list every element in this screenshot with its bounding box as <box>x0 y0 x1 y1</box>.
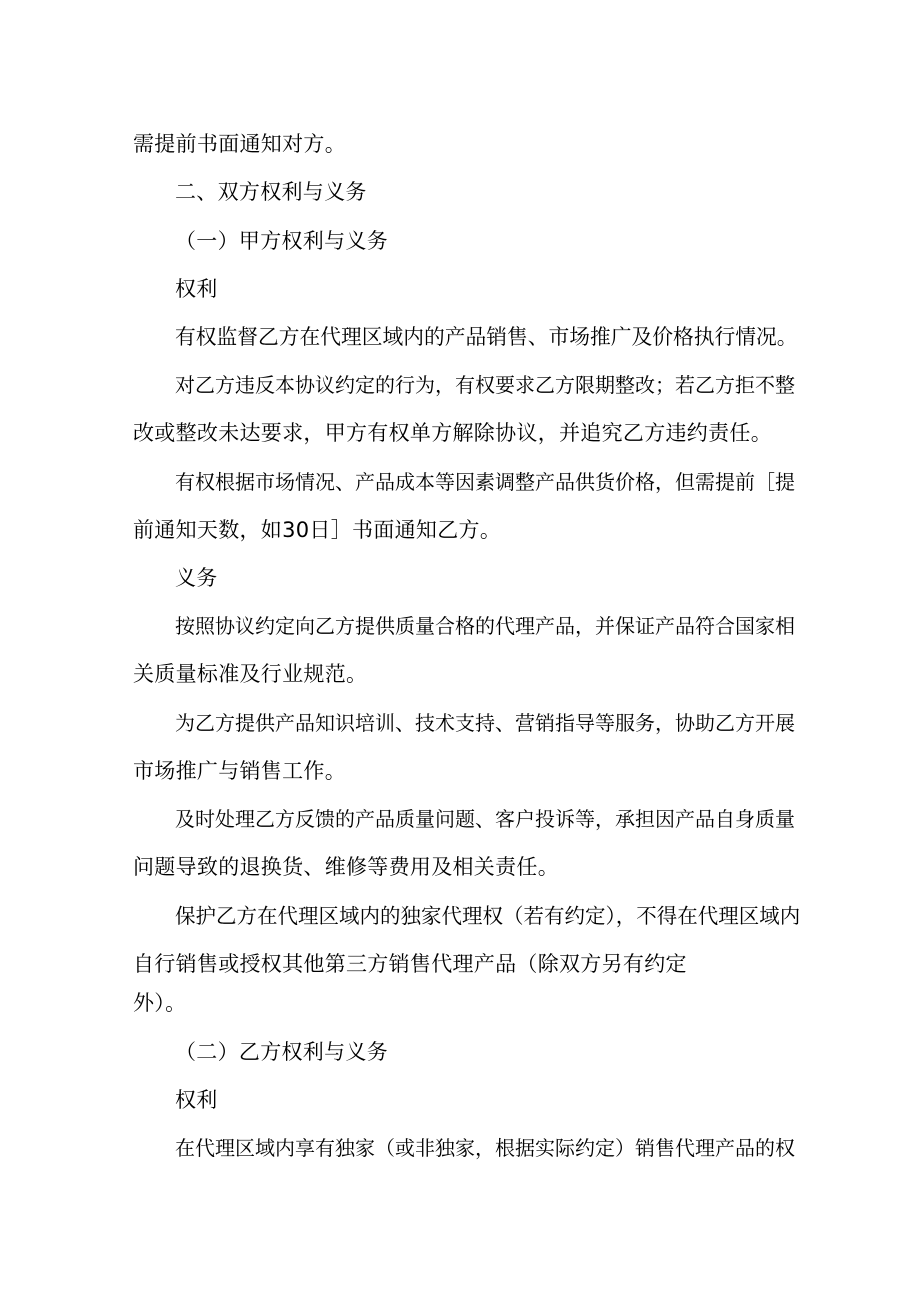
paragraph-line: 有权根据市场情况、产品成本等因素调整产品供货价格，但需提前［提 <box>175 470 795 494</box>
paragraph-line: 问题导致的退换货、维修等费用及相关责任。 <box>133 855 559 879</box>
paragraph-line: 市场推广与销售工作。 <box>133 759 346 783</box>
paragraph-line: 外）。 <box>133 991 187 1015</box>
paragraph-line: 及时处理乙方反馈的产品质量问题、客户投诉等，承担因产品自身质量 <box>175 807 795 831</box>
paragraph-line: 为乙方提供产品知识培训、技术支持、营销指导等服务，协助乙方开展 <box>175 711 795 735</box>
paragraph-line: 有权监督乙方在代理区域内的产品销售、市场推广及价格执行情况。 <box>175 325 798 349</box>
paragraph-line: 保护乙方在代理区域内的独家代理权（若有约定），不得在代理区域内 <box>175 904 801 928</box>
paragraph-line: 按照协议约定向乙方提供质量合格的代理产品，并保证产品符合国家相 <box>175 614 795 638</box>
section-heading: 二、双方权利与义务 <box>175 180 367 204</box>
subsection-heading: （一）甲方权利与义务 <box>175 229 388 253</box>
obligations-heading: 义务 <box>175 566 218 590</box>
paragraph-line: 前通知天数，如30日］书面通知乙方。 <box>133 518 502 542</box>
rights-heading: 权利 <box>175 277 218 301</box>
paragraph-line: 需提前书面通知对方。 <box>133 132 346 156</box>
paragraph-line: 在代理区域内享有独家（或非独家，根据实际约定）销售代理产品的权 <box>175 1136 795 1160</box>
subsection-heading: （二）乙方权利与义务 <box>175 1040 388 1064</box>
paragraph-line: 改或整改未达要求，甲方有权单方解除协议，并追究乙方违约责任。 <box>133 421 772 445</box>
rights-heading: 权利 <box>175 1088 218 1112</box>
paragraph-line: 对乙方违反本协议约定的行为，有权要求乙方限期整改；若乙方拒不整 <box>175 373 795 397</box>
paragraph-line: 自行销售或授权其他第三方销售代理产品（除双方另有约定 <box>133 952 687 976</box>
paragraph-line: 关质量标准及行业规范。 <box>133 662 368 686</box>
